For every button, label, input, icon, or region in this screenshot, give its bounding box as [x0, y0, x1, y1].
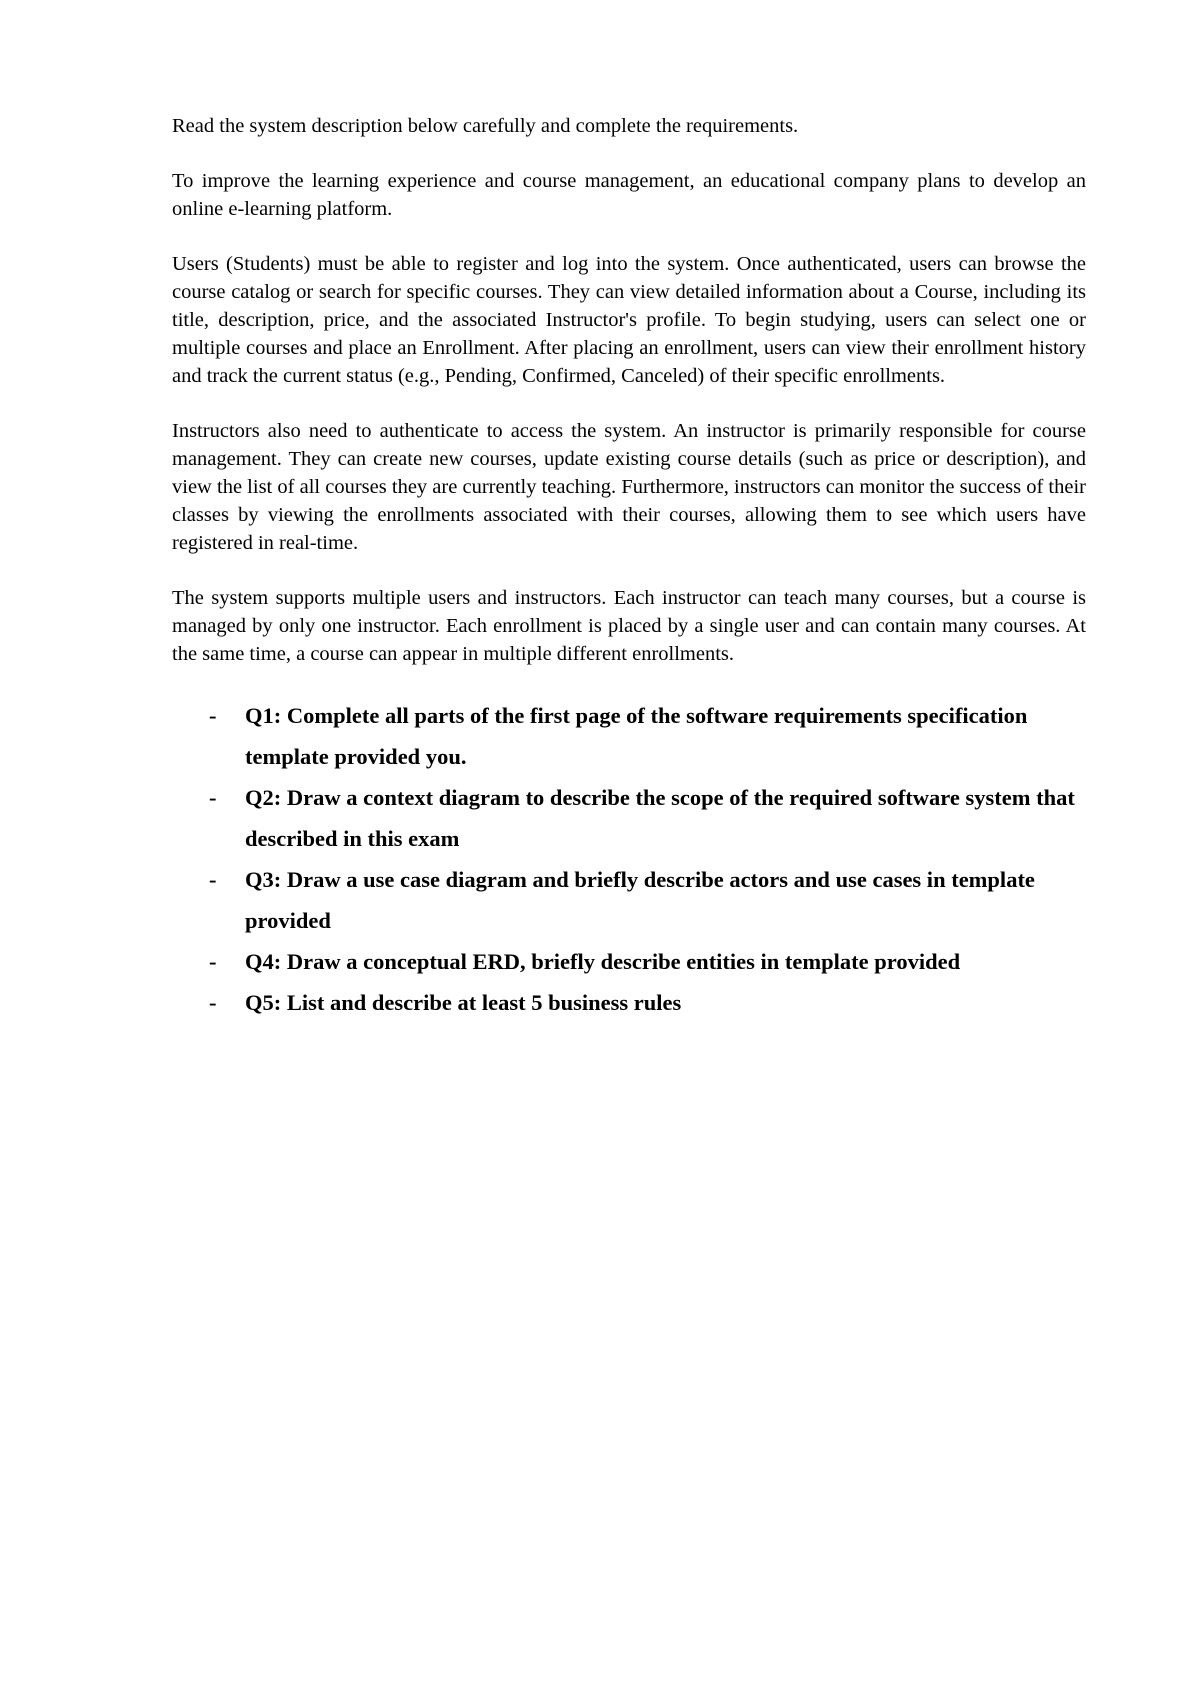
question-text: Q5: List and describe at least 5 business rules	[245, 990, 682, 1015]
question-text: Q4: Draw a conceptual ERD, briefly describe entities in template provided	[245, 949, 961, 974]
paragraph-users: Users (Students) must be able to register and log into the system. Once authenticated, users can browse the course catalog or search for specific courses. They can view detailed information about a Course, including its title, description, price, and the associated Instructor's profile. To begin studying, users can select one or multiple courses and place an Enrollment. After placing an enrollment, users can view their enrollment history and track the current status (e.g., Pending, Confirmed, Canceled) of their specific enrollments.	[172, 253, 1086, 387]
question-item-q5	[172, 982, 1086, 1023]
intro-instruction: Read the system description below carefully and complete the requirements.	[172, 115, 799, 137]
bullet-dash: -	[209, 990, 217, 1015]
question-item-q4	[172, 941, 1086, 982]
question-text: Q2: Draw a context diagram to describe the scope of the required software system that described in this exam	[245, 785, 1075, 851]
paragraph-instructors: Instructors also need to authenticate to access the system. An instructor is primarily responsible for course management. They can create new courses, update existing course details (such as price or description), and view the list of all courses they are currently teaching. Furthermore, instructors can monitor the success of their classes by viewing the enrollments associated with their courses, allowing them to see which users have registered in real-time.	[172, 420, 1086, 554]
question-text: Q1: Complete all parts of the first page of the software requirements specification template provided you.	[245, 703, 1028, 769]
question-text: Q3: Draw a use case diagram and briefly describe actors and use cases in template provided	[245, 867, 1035, 933]
question-item-q2	[172, 777, 1086, 859]
document-body	[172, 112, 1086, 1023]
paragraph-relationships: The system supports multiple users and instructors. Each instructor can teach many courses, but a course is managed by only one instructor. Each enrollment is placed by a single user and can contain many courses. At the same time, a course can appear in multiple different enrollments.	[172, 587, 1086, 665]
bullet-dash: -	[209, 867, 217, 892]
bullet-dash: -	[209, 949, 217, 974]
paragraph-overview: To improve the learning experience and course management, an educational company plans to develop an online e-learning platform.	[172, 170, 1086, 220]
bullet-dash: -	[209, 785, 217, 810]
question-list	[172, 695, 1086, 1023]
question-item-q3	[172, 859, 1086, 941]
question-item-q1	[172, 695, 1086, 777]
bullet-dash: -	[209, 703, 217, 728]
